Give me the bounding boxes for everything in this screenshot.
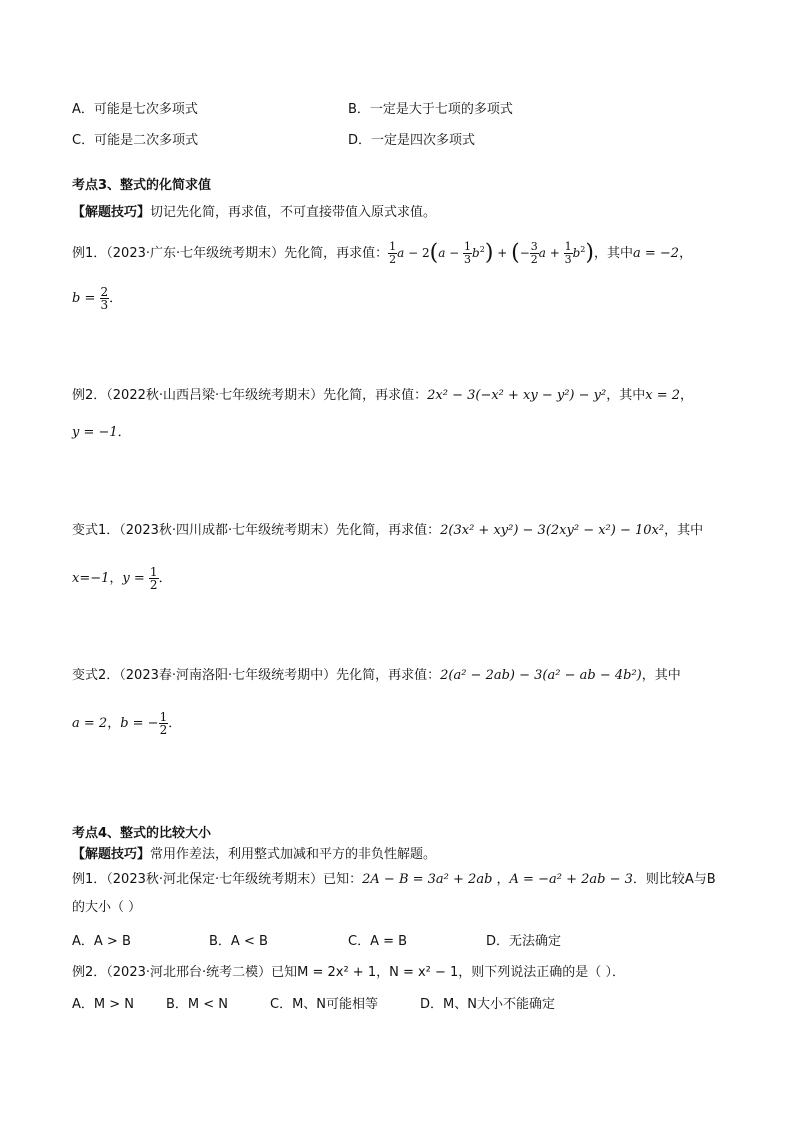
ex2-suffix: ，其中 xyxy=(606,388,646,403)
var1-suffix: ，其中 xyxy=(664,523,704,538)
s4-ex1-expr1: 2A − B = 3a² + 2ab xyxy=(362,872,493,887)
s4-example2: 例2．（2023·河北邢台·统考二模）已知M = 2x² + 1，N = x² − 1，则下列说法正确的是（ ）． xyxy=(72,965,625,980)
option-c: C．可能是二次多项式 xyxy=(72,133,199,148)
tip-label: 【解题技巧】 xyxy=(72,205,151,220)
option-d: D．一定是四次多项式 xyxy=(348,133,476,148)
var1-cond1: x=−1 xyxy=(72,571,110,586)
var1-cond2: y = xyxy=(122,571,145,586)
s4-example1: 例1．（2023秋·河北保定·七年级统考期末）已知：2A − B = 3a² + 2ab ，A = −a² + 2ab − 3．则比较A与B xyxy=(72,872,716,887)
s3-variant1 xyxy=(72,521,703,541)
s3-variant2-cond: a = 2，b = − $\frac{1}{2}$ ． xyxy=(72,710,182,737)
s4-ex2-option-d: D．M、N大小不能确定 xyxy=(420,997,555,1012)
var1-expression: 2(3x² + xy²) − 3(2xy² − x²) − 10x² xyxy=(440,523,665,538)
tip-text: 切记先化简，再求值，不可直接带值入原式求值。 xyxy=(150,205,437,220)
s3-variant2 xyxy=(72,666,681,686)
ex2-cond2: y = −1 xyxy=(72,425,118,440)
s4-example1-line2: 的大小（ ） xyxy=(72,900,142,915)
option-b: B．一定是大于七项的多项式 xyxy=(348,102,513,117)
s4-ex1-option-c: C．A = B xyxy=(348,934,408,949)
var2-cond1: a = 2 xyxy=(72,716,108,731)
option-a: A．可能是七次多项式 xyxy=(72,102,198,117)
s4-ex1-prefix: 例1．（2023秋·河北保定·七年级统考期末）已知： xyxy=(72,872,363,887)
tip-label-4: 【解题技巧】 xyxy=(72,847,151,862)
ex2-expression: 2x² − 3(−x² + xy − y²) − y² xyxy=(427,388,607,403)
s4-ex2-option-c: C．M、N可能相等 xyxy=(270,997,379,1012)
var2-prefix: 变式2．（2023春·河南洛阳·七年级统考期中）先化简，再求值： xyxy=(72,668,441,683)
section3-tip xyxy=(72,203,436,223)
s4-ex1-expr2: A = −a² + 2ab − 3 xyxy=(509,872,633,887)
ex1-prefix: 例1．（2023·广东·七年级统考期末）先化简，再求值： xyxy=(72,246,389,261)
s3-variant1-cond: x=−1，y = $\frac{1}{2}$ ． xyxy=(72,565,172,592)
ex1-cond1: a = −2 xyxy=(633,246,680,261)
s3-example1: 例1．（2023·广东·七年级统考期末）先化简，再求值： $\frac{1}{2}$ a − 2(a − $\frac{1}{3}$ $b^2$) + (− $\frac{3}{2}$ a + $\frac{1}{3}$ $b^2$)，其中a = −2， xyxy=(72,240,693,266)
s4-ex2-option-b: B．M < N xyxy=(166,997,229,1012)
section3-title: 考点3、整式的化简求值 xyxy=(72,178,212,193)
tip-text-4: 常用作差法，利用整式加减和平方的非负性解题。 xyxy=(150,847,437,862)
ex2-prefix: 例2．（2022秋·山西吕梁·七年级统考期末）先化简，再求值： xyxy=(72,388,428,403)
section4-tip xyxy=(72,845,436,865)
var2-cond2: b = − xyxy=(120,716,159,731)
s4-ex1-tail: ．则比较A与B xyxy=(632,872,716,887)
section4-title: 考点4、整式的比较大小 xyxy=(72,826,212,841)
var2-expression: 2(a² − 2ab) − 3(a² − ab − 4b²) xyxy=(440,668,642,683)
ex1-cond2: b = xyxy=(72,291,96,306)
s3-example2-cond: y = −1． xyxy=(72,425,131,440)
s4-ex2-option-a: A．M > N xyxy=(72,997,134,1012)
var2-suffix: ，其中 xyxy=(641,668,681,683)
s4-ex1-option-b: B．A < B xyxy=(209,934,268,949)
ex1-expression: $\frac{1}{2}$ a − 2(a − $\frac{1}{3}$ $b^2$) + (− $\frac{3}{2}$ a + $\frac{1}{3}$ $b^2$) xyxy=(389,240,594,266)
s4-ex1-option-a: A．A > B xyxy=(72,934,131,949)
var1-prefix: 变式1．（2023秋·四川成都·七年级统考期末）先化简，再求值： xyxy=(72,523,441,538)
s3-example2: 例2．（2022秋·山西吕梁·七年级统考期末）先化简，再求值：2x² − 3(−x² + xy − y²) − y²，其中x = 2， xyxy=(72,388,694,403)
ex1-suffix: ，其中 xyxy=(593,246,633,261)
s4-ex1-option-d: D．无法确定 xyxy=(486,934,562,949)
s3-example1-cond: b = $\frac{2}{3}$ ． xyxy=(72,285,123,312)
ex2-cond1: x = 2 xyxy=(645,388,680,403)
